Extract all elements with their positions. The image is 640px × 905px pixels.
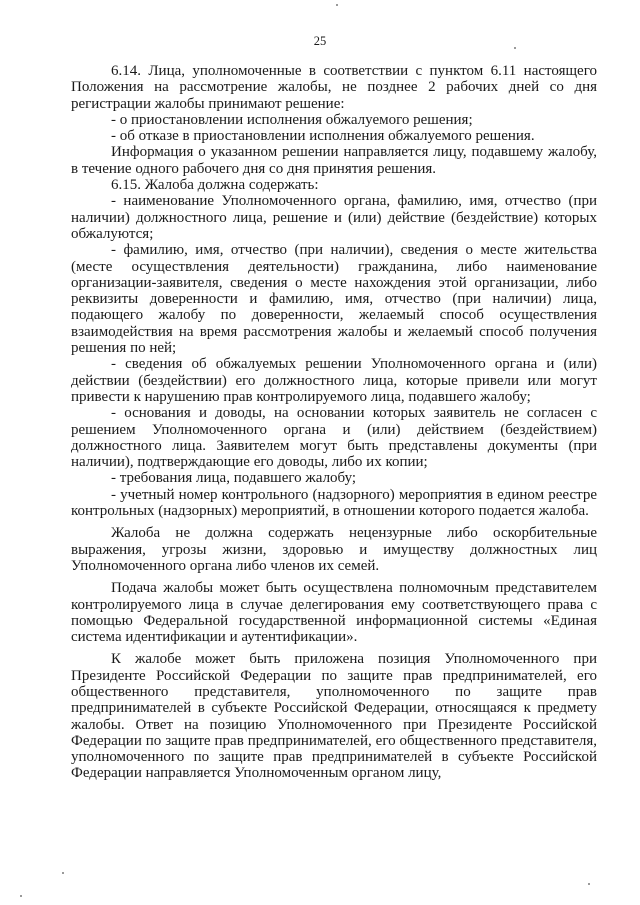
paragraph-representative: Подача жалобы может быть осуществлена полномочным представителем контролируемого лица в случае делегирования ему соответствующего права с помощью Федеральной государственной информационной системы «Единая система идентификации и аутентификации».: [71, 580, 597, 646]
scan-speck: [62, 872, 64, 874]
paragraph-6-14: 6.14. Лица, уполномоченные в соответствии с пунктом 6.11 настоящего Положения на рассмотрение жалобы, не позднее 2 рабочих дней со дня регистрации жалобы принимают решение:: [71, 63, 597, 112]
list-item-requirements: - требования лица, подавшего жалобу;: [111, 470, 357, 487]
list-item-registry-number: - учетный номер контрольного (надзорного) мероприятия в едином реестре контрольных (надзорных) мероприятий, в отношении которого подается жалоба.: [71, 486, 597, 520]
paragraph-restrictions: Жалоба не должна содержать нецензурные либо оскорбительные выражения, угрозы жизни, здоровью и имуществу должностных лиц Уполномоченного органа либо членов их семей.: [71, 525, 597, 574]
list-item-authority-name: - наименование Уполномоченного органа, фамилию, имя, отчество (при наличии) должностного лица, решение и (или) действие (бездействие) которых обжалуются;: [71, 193, 597, 242]
paragraph-ombudsman-position: К жалобе может быть приложена позиция Уполномоченного при Президенте Российской Федерации по защите прав предпринимателей, его общественного представителя, уполномоченного по защите прав предпринимателей в субъекте Российской Федерации, относящаяся к предмету жалобы. Ответ на позицию Уполномоченного при Президенте Российской Федерации по защите прав предпринимателей, его общественного представителя, уполномоченного по защите прав предпринимателей в субъекте Российской Федерации направляется Уполномоченным органом лицу,: [71, 651, 597, 782]
list-item-refusal: - об отказе в приостановлении исполнения обжалуемого решения.: [111, 128, 535, 145]
list-item-applicant-details: - фамилию, имя, отчество (при наличии), сведения о месте жительства (месте осуществления деятельности) гражданина, либо наименование организации-заявителя, сведения о месте нахождения этой организации, либо реквизиты доверенности и фамилию, имя, отчество (при наличии) лица, подающего жалобу по доверенности, желаемый способ осуществления взаимодействия на время рассмотрения жалобы и желаемый способ получения решения по ней;: [71, 242, 597, 357]
document-body: [71, 63, 597, 782]
list-item-grounds: - основания и доводы, на основании которых заявитель не согласен с решением Уполномоченного органа и (или) действием (бездействием) должностного лица. Заявителем могут быть представлены документы (при наличии), подтверждающие его доводы, либо их копии;: [71, 405, 597, 471]
scan-speck: [588, 883, 590, 885]
list-item-decision-details: - сведения об обжалуемых решении Уполномоченного органа и (или) действии (бездействии) его должностного лица, которые привели или могут привести к нарушению прав контролируемого лица, подавшего жалобу;: [71, 356, 597, 405]
scan-speck: [336, 4, 338, 6]
list-item-suspension: - о приостановлении исполнения обжалуемого решения;: [111, 111, 473, 128]
paragraph-information: Информация о указанном решении направляется лицу, подавшему жалобу, в течение одного рабочего дня со дня принятия решения.: [71, 144, 597, 177]
scan-speck: [20, 895, 22, 897]
paragraph-6-15: 6.15. Жалоба должна содержать:: [111, 177, 319, 194]
page-number: 25: [313, 34, 327, 48]
scan-speck: [514, 47, 516, 49]
